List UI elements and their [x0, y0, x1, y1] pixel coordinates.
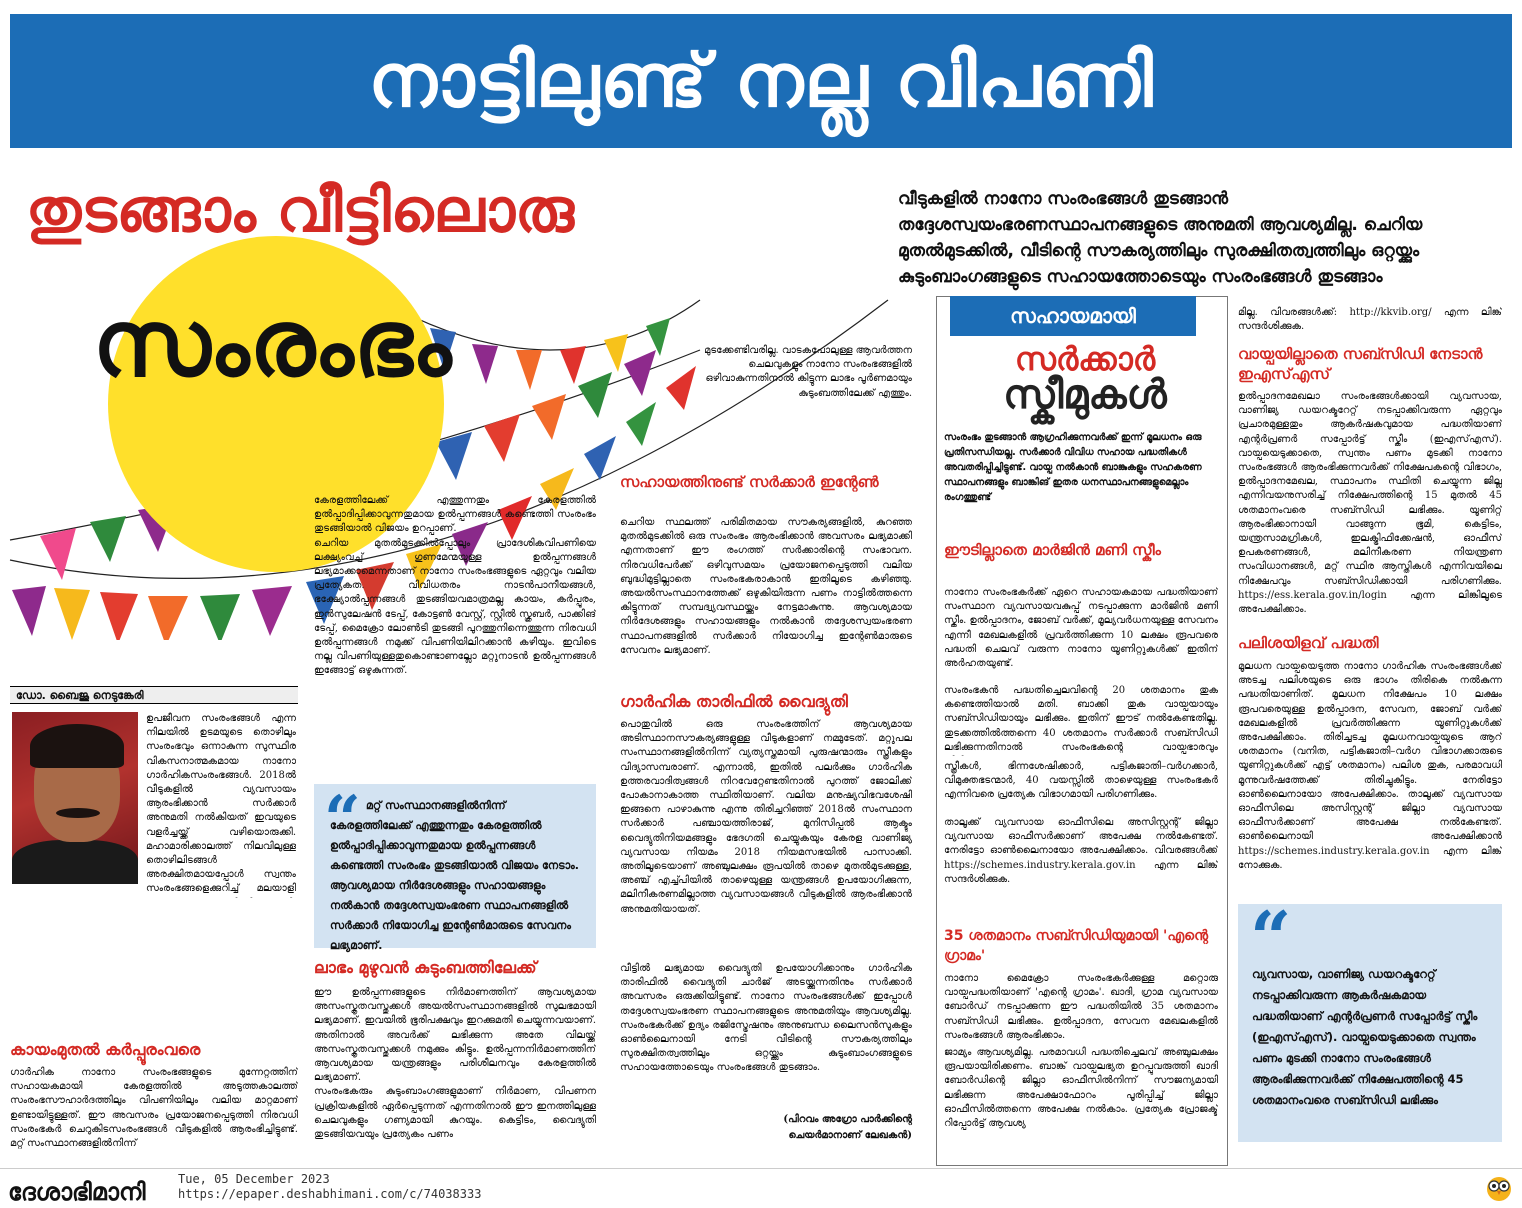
author-note-line2: ചെയർമാനാണ് ലേഖകൻ)	[788, 1130, 912, 1141]
col5-head-2: പലിശയിളവ് പദ്ധതി	[1238, 634, 1379, 652]
schemes-head-1: ഈടില്ലാതെ മാർജിൻ മണി സ്കീം	[944, 541, 1161, 559]
col3-text4: വീട്ടിൽ ലഭ്യമായ വൈദ്യുതി ഉപയോഗിക്കാനും ഗാർഹിക താരിഫിൽ വൈദ്യുതി ചാർജ് അടയ്ക്കുന്നതിനും സർക്കാർ അവസരം ഒരുക്കിയിട്ടുണ്ട്. നാനോ സംരംഭങ്ങൾക്ക് ഇപ്പോൾ തദ്ദേശസ്വയംഭരണ സ്ഥാപനങ്ങളുടെ അനുമതിയും ആവശ്യമില്ല. സംരംഭകർക്ക് ഉദ്യം രജിസ്ട്രേഷനും അനുബന്ധ ലൈസൻസുകളും ഓൺലൈനായി നേടി വീടിന്റെ സൗകര്യത്തിലും സുരക്ഷിതത്വത്തിലും ഒറ്റയ്ക്കും കുടുംബാംഗങ്ങളുടെ സഹായത്തോടെയും സംരംഭങ്ങൾ തുടങ്ങാം.	[620, 963, 912, 1074]
col2-subhead: ലാഭം മുഴുവൻ കുടുംബത്തിലേക്ക്	[314, 958, 537, 977]
headline-kicker: തുടങ്ങാം വീട്ടിലൊരു	[26, 176, 574, 246]
schemes-tag: സഹായമായി	[950, 296, 1196, 336]
edition-date: Tue, 05 December 2023	[178, 1172, 330, 1186]
col5-text-2: മൂലധന വായ്പയെടുത്ത നാനോ ഗാർഹിക സംരംഭങ്ങൾക്ക് അടച്ച പലിശയുടെ ഒരു ഭാഗം തിരികെ നൽകുന്ന പദ്ധതിയാണിത്. മൂലധന നിക്ഷേപം 10 ലക്ഷം രൂപവരെയുള്ള ഉൽപ്പാദന, സേവന, ജോബ് വർക്ക് മേഖലകളിൽ പ്രവർത്തിക്കുന്ന യൂണിറ്റുകൾക്ക് അപേക്ഷിക്കാം. തിരിച്ചടച്ച മൂലധനവായ്പയുടെ ആറ് ശതമാനം (വനിത, പട്ടികജാതി–വർഗ വിഭാഗക്കാരുടെ യൂണിറ്റുകൾക്ക് എട്ട് ശതമാനം) പലിശ തുക, പരമാവധി മൂന്നുവർഷത്തേക്ക് തിരിച്ചുകിട്ടും. നേരിട്ടോ ഓൺലൈനായോ അപേക്ഷിക്കാം. താലൂക്ക് വ്യവസായ ഓഫീസിലെ അസിസ്റ്റന്റ് ജില്ലാ വ്യവസായ ഓഫീസർക്കാണ് അപേക്ഷ നൽകേണ്ടത്. ഓൺലൈനായി അപേക്ഷിക്കാൻ https://schemes.industry.kerala.gov.in എന്ന ലിങ്ക് നോക്കുക.	[1238, 661, 1502, 871]
col5-text-1: ഉൽപ്പാദനമേഖലാ സംരംഭങ്ങൾക്കായി വ്യവസായ, വാണിജ്യ ഡയറക്ടറേറ്റ് നടപ്പാക്കിവരുന്ന ഏറ്റവും പ്രചാരമുള്ളതും ആകർഷകവുമായ പദ്ധതിയാണ് എന്റർപ്രണർ സപ്പോർട്ട് സ്കീം (ഇഎസ്എസ്). വായ്പയെടുക്കാതെ, സ്വന്തം പണം മുടക്കി നാനോ സംരംഭങ്ങൾ ആരംഭിക്കുന്നവർക്ക് നിക്ഷേപകന്റെ വിഭാഗം, ഉൽപ്പാദനമേഖല, സ്ഥാപനം സ്ഥിതി ചെയ്യുന്ന ജില്ല എന്നിവയനുസരിച്ച് നിക്ഷേപത്തിന്റെ 15 മുതൽ 45 ശതമാനംവരെ സബ്സിഡി ലഭിക്കും. യൂണിറ്റ് ആരംഭിക്കാനായി വാങ്ങുന്ന ഭൂമി, കെട്ടിടം, യന്ത്രസാമഗ്രികൾ, ഇലക്ട്രിഫിക്കേഷൻ, ഓഫീസ് ഉപകരണങ്ങൾ, മലിനീകരണ നിയന്ത്രണ സംവിധാനങ്ങൾ, മറ്റ് സ്ഥിര ആസ്തികൾ എന്നിവയിലെ നിക്ഷേപവും സബ്സിഡിക്കായി പരിഗണിക്കും. https://ess.kerala.gov.in/login എന്ന ലിങ്കിലൂടെ അപേക്ഷിക്കാം.	[1238, 391, 1502, 616]
author-note	[620, 1112, 912, 1144]
col2-lead: കേരളത്തിലേക്ക് എത്തുന്നതും കേരളത്തിൽ ഉൽപ്പാദിപ്പിക്കാവുന്നതുമായ ഉൽപ്പന്നങ്ങൾ കണ്ടെത്തി സംരംഭം തുടങ്ങിയാൽ വിജയം ഉറപ്പാണ്.	[314, 495, 596, 535]
schemes-text-1: നാനോ സംരംഭകർക്ക് ഏറെ സഹായകമായ പദ്ധതിയാണ് സംസ്ഥാന വ്യവസായവകുപ്പ് നടപ്പാക്കുന്ന മാർജിൻ മണി സ്കീം. ഉൽപ്പാദനം, ജോബ് വർക്ക്, മൂല്യവർധനയുള്ള സേവനം എന്നീ മേഖലകളിൽ പ്രവർത്തിക്കുന്ന 10 ലക്ഷം രൂപവരെ പദ്ധതി ചെലവ് വരുന്ന നാനോ യൂണിറ്റുകൾക്ക് ഇതിന് അർഹതയുണ്ട്.	[944, 587, 1218, 670]
owl-icon[interactable]	[1484, 1172, 1514, 1202]
epaper-url[interactable]: https://epaper.deshabhimani.com/c/74038333	[178, 1187, 482, 1201]
schemes-text-6: ജാമ്യം ആവശ്യമില്ല. പരമാവധി പദ്ധതിച്ചെലവ് അഞ്ചുലക്ഷം രൂപയായിരിക്കണം. ബാങ്ക് വായ്പലഭ്യത ഉറപ്പുവരുത്തി ഖാദി ബോർഡിന്റെ ജില്ലാ ഓഫീസിൽനിന്ന് സൗജന്യമായി ലഭിക്കുന്ന അപേക്ഷാഫോറം പൂരിപ്പിച്ച് ജില്ലാ ഓഫീസിൽത്തന്നെ അപേക്ഷ നൽകാം. പ്രത്യേക പ്രോജക്ട് റിപ്പോർട്ട് ആവശ്യ	[944, 1047, 1218, 1130]
quote-mark-icon: “	[324, 782, 361, 857]
col5-text0: മില്ല. വിവരങ്ങൾക്ക്: http://kkvib.org/ എന്ന ലിങ്ക് സന്ദർശിക്കുക.	[1238, 307, 1502, 333]
col5-head-1: വായ്പയില്ലാതെ സബ്സിഡി നേടാൻ ഇഎസ്എസ്	[1238, 345, 1483, 383]
col1-subhead: കായംമുതൽ കർപ്പൂരംവരെ	[10, 1040, 201, 1059]
col3-subhead-1: സഹായത്തിനുണ്ട് സർക്കാർ ഇന്റേൺ	[620, 473, 879, 491]
quote-mark-icon: “	[1250, 895, 1292, 980]
col2-para3: ഈ ഉൽപ്പന്നങ്ങളുടെ നിർമാണത്തിന് ആവശ്യമായ അസംസ്കൃതവസ്തുക്കൾ അയൽസംസ്ഥാനങ്ങളിൽ സുലഭമായി ലഭ്യമാണ്. ഇവയിൽ ഭൂരിപക്ഷവും ഇറക്കുമതി ചെയ്യുന്നവയാണ്. അതിനാൽ അവർക്ക് ലഭിക്കുന്ന അതേ വിലയ്ക്ക് അസംസ്കൃതവസ്തുക്കൾ നമുക്കും കിട്ടും. ഉൽപ്പന്നനിർമാണത്തിന് ആവശ്യമായ യന്ത്രങ്ങളും പരിശീലനവും കേരളത്തിൽ ലഭ്യമാണ്.	[314, 987, 596, 1084]
schemes-title-2: സ്കീമുകൾ	[1003, 372, 1167, 418]
col1-text2: ഗാർഹിക നാനോ സംരംഭങ്ങളുടെ മുന്നേറ്റത്തിന് സഹായകമായി കേരളത്തിൽ അടുത്തകാലത്ത് സംരംഭസൗഹാർദത്തിലും വിപണിയിലും വലിയ മാറ്റമാണ് ഉണ്ടായിട്ടുള്ളത്. ഈ അവസരം പ്രയോജനപ്പെടുത്തി നിരവധി സംരംഭകർ ചെറുകിടസംരംഭങ്ങൾ വീടുകളിൽ ആരംഭിച്ചിട്ടുണ്ട്. മറ്റ് സംസ്ഥാനങ്ങളിൽനിന്ന്	[10, 1067, 298, 1150]
pullquote-1	[314, 782, 596, 952]
col2-text3	[314, 986, 596, 1164]
col3-text1: മുടക്കേണ്ടിവരില്ല. വാടകപോലുള്ള ആവർത്തന ചെലവുകളും നാനോ സംരംഭങ്ങളിൽ ഒഴിവാകുന്നതിനാൽ കിട്ടുന്ന ലാഭം പൂർണമായും കുടുംബത്തിലേക്ക് എത്തും.	[704, 345, 912, 399]
footer-divider	[0, 1168, 1522, 1169]
schemes-text-4: താലൂക്ക് വ്യവസായ ഓഫീസിലെ അസിസ്റ്റന്റ് ജില്ലാ വ്യവസായ ഓഫീസർക്കാണ് അപേക്ഷ നൽകേണ്ടത്. നേരിട്ടോ ഓൺലൈനായോ അപേക്ഷിക്കാം. വിവരങ്ങൾക്ക് https://schemes.industry.kerala.gov.in എന്ന ലിങ്ക് സന്ദർശിക്കുക.	[944, 817, 1218, 885]
schemes-title-1: സർക്കാർ	[1014, 340, 1156, 378]
col2-para2: ചെറിയ മുതൽമുടക്കിൽപ്പോലും പ്രാദേശികവിപണിയെ ലക്ഷ്യംവച്ച് ഗുണമേന്മയുള്ള ഉൽപ്പന്നങ്ങൾ ലഭ്യമാക്കാമെന്നതാണ് നാനോ സംരംഭങ്ങളുടെ ഏറ്റവും വലിയ പ്രത്യേകത. വിവിധതരം നാടൻപാനീയങ്ങൾ, ഭക്ഷ്യോൽപ്പന്നങ്ങൾ തുടങ്ങിയവമാത്രമല്ല കായം, കർപ്പൂരം, ഇൻസുലേഷൻ ടേപ്പ്, കോട്ടൺ വേസ്റ്റ്, സ്റ്റീൽ സ്ക്രബർ, പാക്കിങ് ടേപ്പ്, മൈക്രോ ലോൺടി തുടങ്ങി പുറത്തുനിന്നെത്തുന്ന നിരവധി ഉൽപ്പന്നങ്ങൾ നമുക്ക് വിപണിയിലിറക്കാൻ കഴിയും. ഇവിടെ നല്ല വിപണിയുള്ളതുകൊണ്ടാണല്ലോ മറ്റുനാടൻ ഉൽപ്പന്നങ്ങൾ ഇങ്ങോട്ട് ഒഴുകുന്നത്.	[314, 537, 596, 677]
col2-para4: സംരംഭകരും കുടുംബാംഗങ്ങളുമാണ് നിർമാണ, വിപണന പ്രക്രിയകളിൽ ഏർപ്പെടുന്നത് എന്നതിനാൽ ഈ ഇനത്തിലുള്ള ചെലവുകളും ഗണ്യമായി കുറയും. കെട്ടിടം, വൈദ്യുതി തുടങ്ങിയവയും പ്രത്യേകം പണം	[314, 1086, 596, 1141]
schemes-text-2: സംരംഭകൻ പദ്ധതിച്ചെലവിന്റെ 20 ശതമാനം തുക കണ്ടെത്തിയാൽ മതി. ബാക്കി തുക വായ്പയായും സബ്സിഡിയായും ലഭിക്കും. ഇതിന് ഈട് നൽകേണ്ടതില്ല. തുടക്കത്തിൽത്തന്നെ 40 ശതമാനം സർക്കാർ സബ്സിഡി ലഭിക്കുന്നതിനാൽ സംരംഭകന്റെ വായ്പഭാരവും	[944, 685, 1218, 753]
col1-intro-cont	[10, 898, 298, 1028]
schemes-intro: സംരംഭം തുടങ്ങാൻ ആഗ്രഹിക്കുന്നവർക്ക് ഇന്ന് മൂലധനം ഒരു പ്രതിസന്ധിയല്ല. സർക്കാർ വിവിധ സഹായ പദ്ധതികൾ അവതരിപ്പിച്ചിട്ടുണ്ട്. വായ്പ നൽകാൻ ബാങ്കുകളും സഹകരണ സ്ഥാപനങ്ങളും ബാങ്കിങ് ഇതര ധനസ്ഥാപനങ്ങളുമെല്ലാം രംഗത്തുണ്ട്	[944, 432, 1202, 503]
schemes-head-2: 35 ശതമാനം സബ്സിഡിയുമായി 'എന്റെ ഗ്രാമം'	[944, 928, 1209, 964]
col1-intro: ഉപജീവന സംരംഭങ്ങൾ എന്ന നിലയിൽ ഉടമയുടെ തൊഴിലും സംരംഭവും ഒന്നാകുന്ന സുസ്ഥിര വികസനാത്മകമായ നാനോ ഗാർഹികസംരംഭങ്ങൾ. 2018ൽ വീടുകളിൽ വ്യവസായം ആരംഭിക്കാൻ സർക്കാർ അനുമതി നൽകിയത് ഇവയുടെ വളർച്ചയ്ക്ക് വഴിയൊരുക്കി. മഹാമാരിക്കാലത്ത് നിലവിലുള്ള തൊഴിലിടങ്ങൾ അരക്ഷിതമായപ്പോൾ സ്വന്തം സംരംഭങ്ങളെക്കുറിച്ച് മലയാളി	[146, 713, 296, 895]
publication-logo: ദേശാഭിമാനി	[8, 1178, 146, 1206]
masthead-banner	[10, 14, 1512, 148]
col2-text1	[314, 494, 596, 770]
author-note-line1: (പിറവം അഗ്രോ പാർക്കിന്റെ	[783, 1114, 912, 1125]
col3-subhead-2: ഗാർഹിക താരിഫിൽ വൈദ്യുതി	[620, 692, 848, 711]
banner-title: നാട്ടിലുണ്ട് നല്ല വിപണി	[368, 37, 1154, 124]
schemes-text-5: നാനോ മൈക്രോ സംരംഭകർക്കുള്ള മറ്റൊരു വായ്പപദ്ധതിയാണ് 'എന്റെ ഗ്രാമം'. ഖാദി, ഗ്രാമ വ്യവസായ ബോർഡ് നടപ്പാക്കുന്ന ഈ പദ്ധതിയിൽ 35 ശതമാനം സബ്സിഡി ലഭിക്കും. ഉൽപ്പാദന, സേവന മേഖലകളിൽ സംരംഭങ്ങൾ ആരംഭിക്കാം.	[944, 973, 1218, 1041]
pullquote-2-text: വ്യവസായ, വാണിജ്യ ഡയറക്ടറേറ്റ് നടപ്പാക്കിവരുന്ന ആകർഷകമായ പദ്ധതിയാണ് എന്റർപ്രണർ സപ്പോർട്ട് സ്കീം (ഇഎസ്എസ്). വായ്പയെടുക്കാതെ സ്വന്തം പണം മുടക്കി നാനോ സംരംഭങ്ങൾ ആരംഭിക്കുന്നവർക്ക് നിക്ഷേപത്തിന്റെ 45 ശതമാനംവരെ സബ്സിഡി ലഭിക്കും	[1252, 967, 1478, 1107]
footer-meta	[178, 1172, 481, 1202]
pullquote-1-text: മറ്റ് സംസ്ഥാനങ്ങളിൽനിന്ന് കേരളത്തിലേക്ക് എത്തുന്നതും കേരളത്തിൽ ഉൽപ്പാദിപ്പിക്കാവുന്നതുമായ ഉൽപ്പന്നങ്ങൾ കണ്ടെത്തി സംരംഭം തുടങ്ങിയാൽ വിജയം നേടാം. ആവശ്യമായ നിർദേശങ്ങളും സഹായങ്ങളും നൽകാൻ തദ്ദേശസ്വയംഭരണ സ്ഥാപനങ്ങളിൽ സർക്കാർ നിയോഗിച്ച ഇന്റേൺമാരുടെ സേവനം ലഭ്യമാണ്.	[330, 799, 579, 952]
headline-main: സംരംഭം	[92, 290, 452, 397]
col3-text2: ചെറിയ സ്ഥലത്ത് പരിമിതമായ സൗകര്യങ്ങളിൽ, കുറഞ്ഞ മുതൽമുടക്കിൽ ഒരു സംരംഭം ആരംഭിക്കാൻ അവസരം ലഭ്യമാക്കി എന്നതാണ് ഈ രംഗത്ത് സർക്കാരിന്റെ സംഭാവന. നിരവധിപേർക്ക് ഒഴിവുസമയം പ്രയോജനപ്പെടുത്തി വലിയ ബുദ്ധിമുട്ടില്ലാതെ സംരംഭകരാകാൻ ഇതിലൂടെ കഴിഞ്ഞു. അയൽസംസ്ഥാനത്തേക്ക് ഒഴുകിയിരുന്ന പണം നാട്ടിൽത്തന്നെ കിട്ടുന്നത് സമ്പദ്വ്യവസ്ഥയ്ക്കും നേട്ടമാകുന്നു. ആവശ്യമായ നിർദേശങ്ങളും സഹായങ്ങളും നൽകാൻ തദ്ദേശസ്വയംഭരണ സ്ഥാപനങ്ങളിൽ സർക്കാർ നിയോഗിച്ച ഇന്റേൺമാരുടെ സേവനം ലഭ്യമാണ്.	[620, 517, 912, 656]
author-photo	[12, 712, 138, 884]
schemes-text-3: സ്ത്രീകൾ, ഭിന്നശേഷിക്കാർ, പട്ടികജാതി–വർഗക്കാർ, വിമുക്തഭടന്മാർ, 40 വയസ്സിൽ താഴെയുള്ള സംരംഭകർ എന്നിവരെ പ്രത്യേക വിഭാഗമായി പരിഗണിക്കും.	[944, 761, 1218, 801]
col3-text3: പൊതുവിൽ ഒരു സംരംഭത്തിന് ആവശ്യമായ അടിസ്ഥാനസൗകര്യങ്ങളുള്ള വീടുകളാണ് നമ്മുടേത്. മറ്റുപല സംസ്ഥാനങ്ങളിൽനിന്ന് വ്യത്യസ്തമായി പുരുഷന്മാരും സ്ത്രീകളും വിദ്യാസമ്പരാണ്. എന്നാൽ, ഇതിൽ പലർക്കും ഗാർഹിക ഉത്തരവാദിത്വങ്ങൾ നിറവേറ്റേണ്ടതിനാൽ പുറത്ത് ജോലിക്ക് പോകാനാകാത്ത സ്ഥിതിയാണ്. വലിയ മനുഷ്യവിഭവശേഷി ഇങ്ങനെ പാഴാകുന്നു എന്നു തിരിച്ചറിഞ്ഞ് 2018ൽ സംസ്ഥാന സർക്കാർ പഞ്ചായത്തിരാജ്, മുനിസിപ്പൽ ആക്ടും വൈദ്യുതിനിയമങ്ങളും ഭേദഗതി ചെയ്യുകയും കേരള വാണിജ്യ വ്യവസായ നിയമം 2018 നിയമസഭയിൽ പാസാക്കി. അതിലൂടെയാണ് അഞ്ചുലക്ഷം രൂപയിൽ താഴെ മുതൽമുടക്കുള്ള, അഞ്ച് എച്ച്പിയിൽ താഴെയുള്ള യന്ത്രങ്ങൾ ഉപയോഗിക്കുന്ന, മലിനീകരണമില്ലാത്ത വ്യവസായങ്ങൾ വീടുകളിൽ ആരംഭിക്കാൻ അനുമതിയായത്.	[620, 719, 912, 915]
article-deck: വീടുകളിൽ നാനോ സംരംഭങ്ങൾ തുടങ്ങാൻ തദ്ദേശസ്വയംഭരണസ്ഥാപനങ്ങളുടെ അനുമതി ആവശ്യമില്ല. ചെറിയ മുതൽമുടക്കിൽ, വീടിന്റെ സൗകര്യത്തിലും സുരക്ഷിതത്വത്തിലും ഒറ്റയ്ക്കും കുടുംബാംഗങ്ങളുടെ സഹായത്തോടെയും സംരംഭങ്ങൾ തുടങ്ങാം	[898, 189, 1423, 287]
author-byline: ഡോ. ബൈജു നെടുങ്കേരി	[10, 686, 298, 704]
pullquote-2	[1238, 895, 1502, 1142]
